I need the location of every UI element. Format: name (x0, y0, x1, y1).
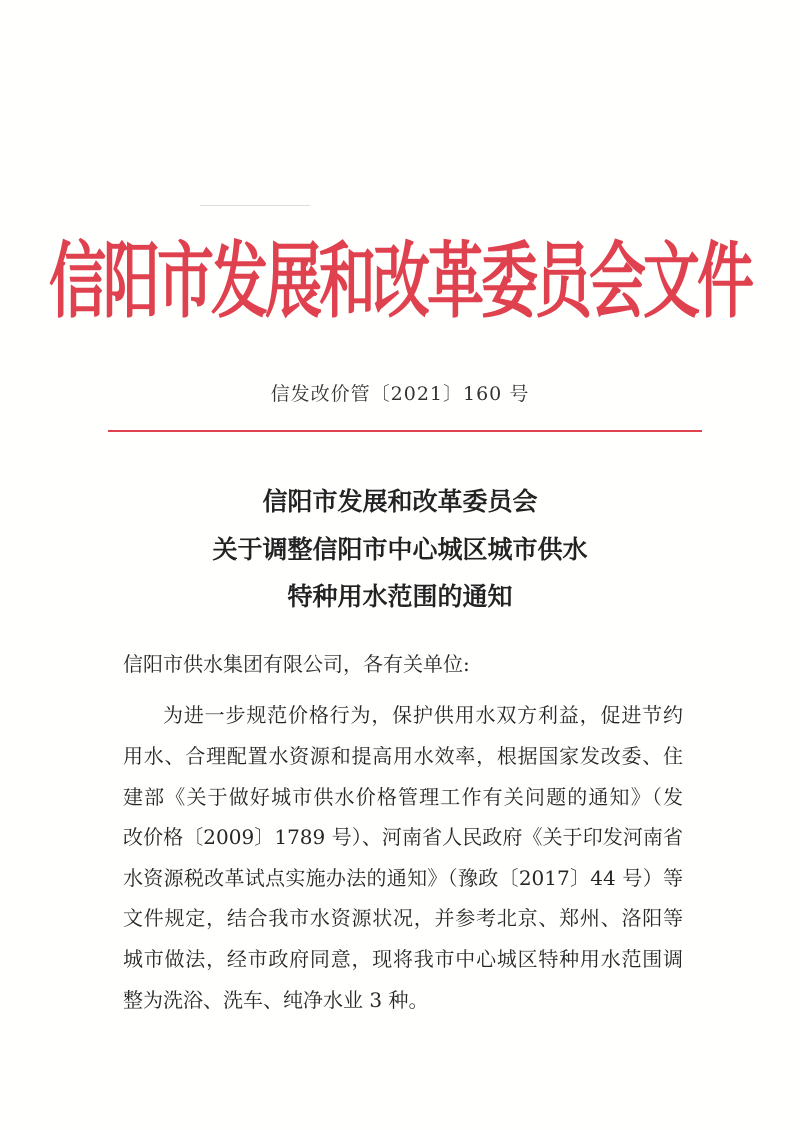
notice-title-line-2: 关于调整信阳市中心城区城市供水 (212, 535, 588, 564)
red-divider-line (108, 430, 702, 432)
body-paragraph-line-5: 水资源税改革试点实施办法的通知》（豫政〔2017〕44 号）等 (123, 866, 683, 890)
body-paragraph-line-2: 用水、合理配置水资源和提高用水效率，根据国家发改委、住 (123, 744, 683, 768)
scan-mark (200, 205, 310, 206)
notice-title-line-1: 信阳市发展和改革委员会 (262, 487, 538, 516)
body-paragraph-line-7: 城市做法，经市政府同意，现将我市中心城区特种用水范围调 (123, 947, 683, 971)
body-paragraph-line-4: 改价格〔2009〕1789 号）、河南省人民政府《关于印发河南省 (123, 825, 683, 849)
notice-title-line-3: 特种用水范围的通知 (287, 582, 513, 611)
org-header-title: 信阳市发展和改革委员会文件 (49, 234, 751, 330)
addressee-line: 信阳市供水集团有限公司，各有关单位: (123, 652, 470, 676)
document-number: 信发改价管〔2021〕160 号 (270, 383, 530, 405)
body-paragraph-line-8: 整为洗浴、洗车、纯净水业 3 种。 (123, 988, 429, 1012)
body-paragraph-line-3: 建部《关于做好城市供水价格管理工作有关问题的通知》（发 (123, 785, 683, 809)
body-paragraph-line-6: 文件规定，结合我市水资源状况，并参考北京、郑州、洛阳等 (123, 906, 683, 930)
body-paragraph-line-1: 为进一步规范价格行为，保护供用水双方利益，促进节约 (163, 703, 683, 727)
